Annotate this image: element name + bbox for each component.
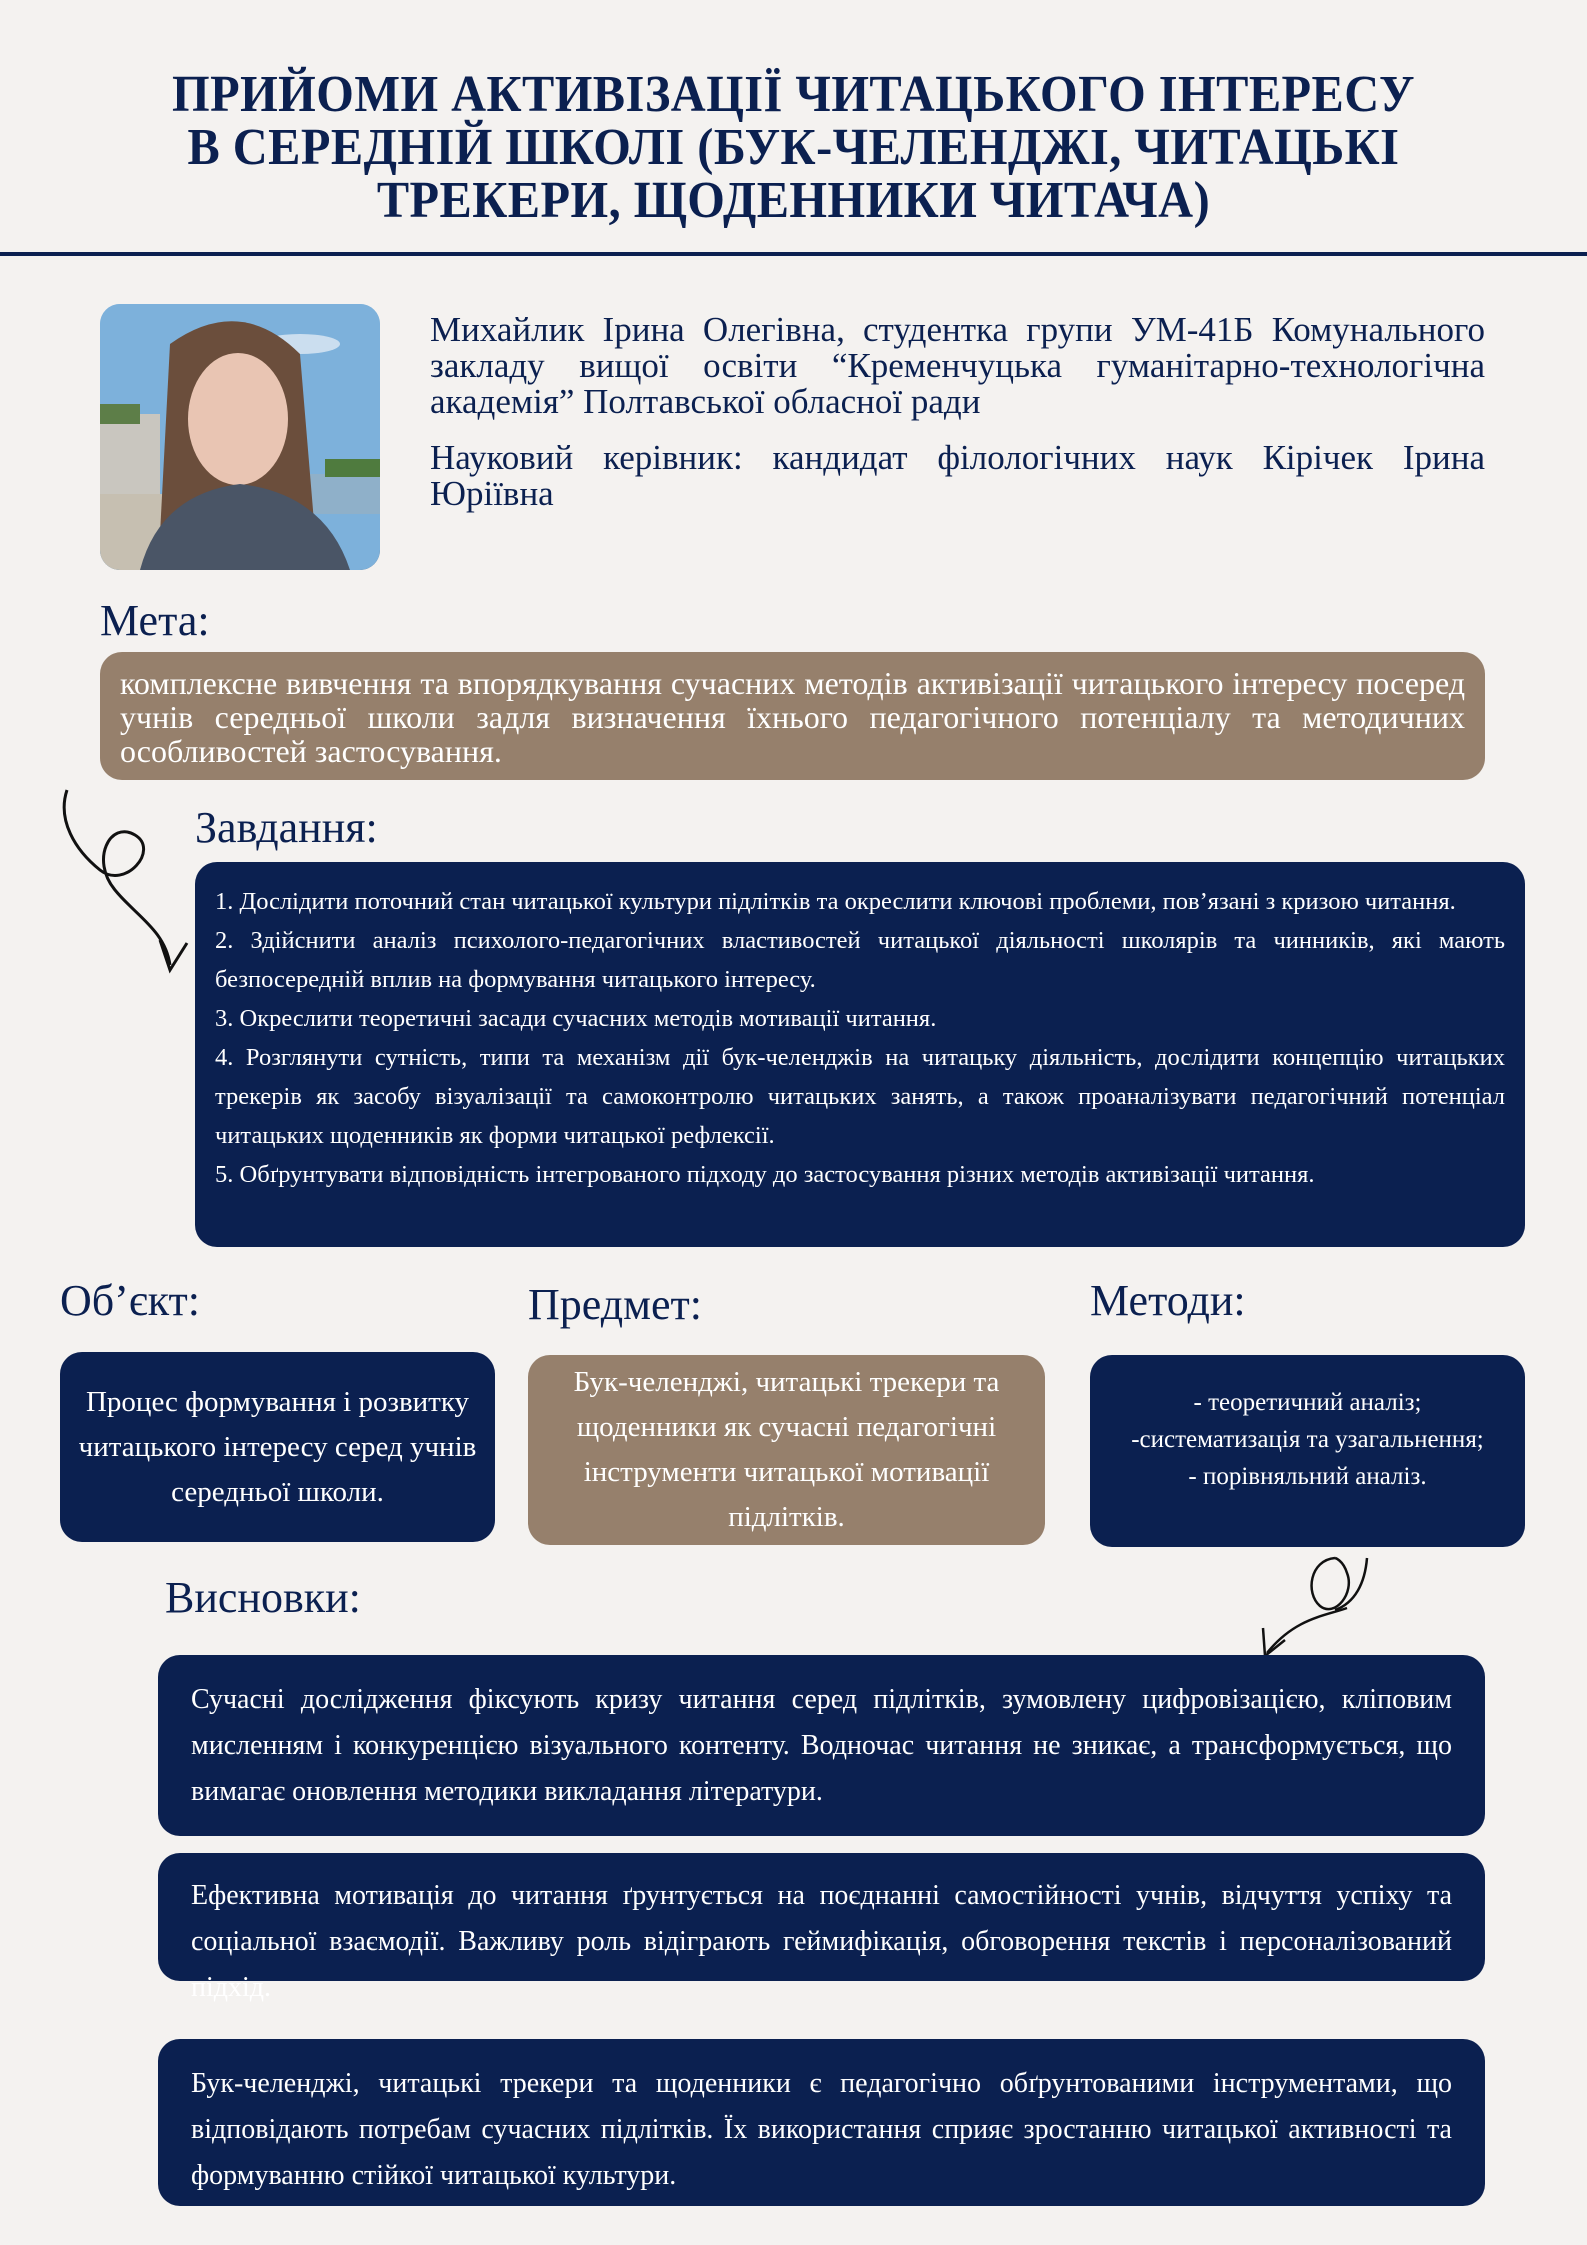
goal-heading: Мета: bbox=[100, 596, 210, 645]
portrait-illustration bbox=[100, 304, 380, 570]
poster-title bbox=[93, 68, 1495, 227]
method-item: - теоретичний аналіз; bbox=[1193, 1388, 1422, 1416]
task-item: 5. Обґрунтувати відповідність інтегрованого підходу до застосування різних методів активізації читання. bbox=[215, 1161, 1315, 1188]
task-item: 3. Окреслити теоретичні засади сучасних методів мотивації читання. bbox=[215, 1005, 937, 1032]
methods-heading: Методи: bbox=[1090, 1276, 1246, 1325]
author-block bbox=[430, 312, 1485, 532]
task-item: 4. Розглянути сутність, типи та механізм дії бук-челенджів на читацьку діяльність, дослідити концепцію читацьких трекерів як засобу візуалізації та самоконтролю читацьких занять, а також проаналізувати педагогічний потенціал читацьких щоденників як форми читацької рефлексії. bbox=[215, 1044, 1505, 1149]
author-info: Михайлик Ірина Олегівна, студентка групи УМ-41Б Комунального закладу вищої освіти “Кременчуцька гуманітарно-технологічна академія” Полтавської обласної ради bbox=[430, 310, 1485, 421]
conclusion-box: Бук-челенджі, читацькі трекери та щоденники є педагогічно обґрунтованими інструментами, що відповідають потребам сучасних підлітків. Їх використання сприяє зростанню читацької активності та формуванню стійкої читацької культури. bbox=[158, 2039, 1485, 2206]
task-item: 1. Дослідити поточний стан читацької культури підлітків та окреслити ключові проблеми, пов’язані з кризою читання. bbox=[215, 888, 1456, 915]
object-box: Процес формування і розвитку читацького інтересу серед учнів середньої школи. bbox=[60, 1352, 495, 1542]
subject-heading: Предмет: bbox=[528, 1280, 702, 1329]
supervisor-info: Науковий керівник: кандидат філологічних наук Кірічек Ірина Юріївна bbox=[430, 438, 1485, 513]
method-item: -систематизація та узагальнення; bbox=[1131, 1425, 1484, 1453]
title-line: ТРЕКЕРИ, ЩОДЕННИКИ ЧИТАЧА) bbox=[376, 172, 1211, 229]
methods-box bbox=[1090, 1355, 1525, 1547]
tasks-heading: Завдання: bbox=[195, 803, 378, 852]
conclusions-heading: Висновки: bbox=[165, 1573, 361, 1622]
title-line: ПРИЙОМИ АКТИВІЗАЦІЇ ЧИТАЦЬКОГО ІНТЕРЕСУ bbox=[172, 66, 1415, 123]
title-divider bbox=[0, 252, 1587, 256]
curly-arrow-icon bbox=[1255, 1548, 1435, 1663]
method-item: - порівняльний аналіз. bbox=[1188, 1462, 1427, 1490]
tasks-box bbox=[195, 862, 1525, 1247]
curly-arrow-icon bbox=[55, 780, 195, 980]
conclusion-box: Ефективна мотивація до читання ґрунтується на поєднанні самостійності учнів, відчуття успіху та соціальної взаємодії. Важливу роль відіграють геймифікація, обговорення текстів і персоналізований підхід. bbox=[158, 1853, 1485, 1981]
object-heading: Об’єкт: bbox=[60, 1276, 200, 1325]
author-photo bbox=[100, 304, 380, 570]
task-item: 2. Здійснити аналіз психолого-педагогічних властивостей читацької діяльності школярів та чинників, які мають безпосередній вплив на формування читацького інтересу. bbox=[215, 927, 1505, 993]
conclusion-box: Сучасні дослідження фіксують кризу читання серед підлітків, зумовлену цифровізацією, кліповим мисленням і конкуренцією візуального контенту. Водночас читання не зникає, а трансформується, що вимагає оновлення методики викладання літератури. bbox=[158, 1655, 1485, 1836]
title-line: В СЕРЕДНІЙ ШКОЛІ (БУК-ЧЕЛЕНДЖІ, ЧИТАЦЬКІ bbox=[187, 119, 1400, 176]
subject-box: Бук-челенджі, читацькі трекери та щоденники як сучасні педагогічні інструменти читацької мотивації підлітків. bbox=[528, 1355, 1045, 1545]
goal-box: комплексне вивчення та впорядкування сучасних методів активізації читацького інтересу посеред учнів середньої школи задля визначення їхнього педагогічного потенціалу та методичних особливостей застосування. bbox=[100, 652, 1485, 780]
